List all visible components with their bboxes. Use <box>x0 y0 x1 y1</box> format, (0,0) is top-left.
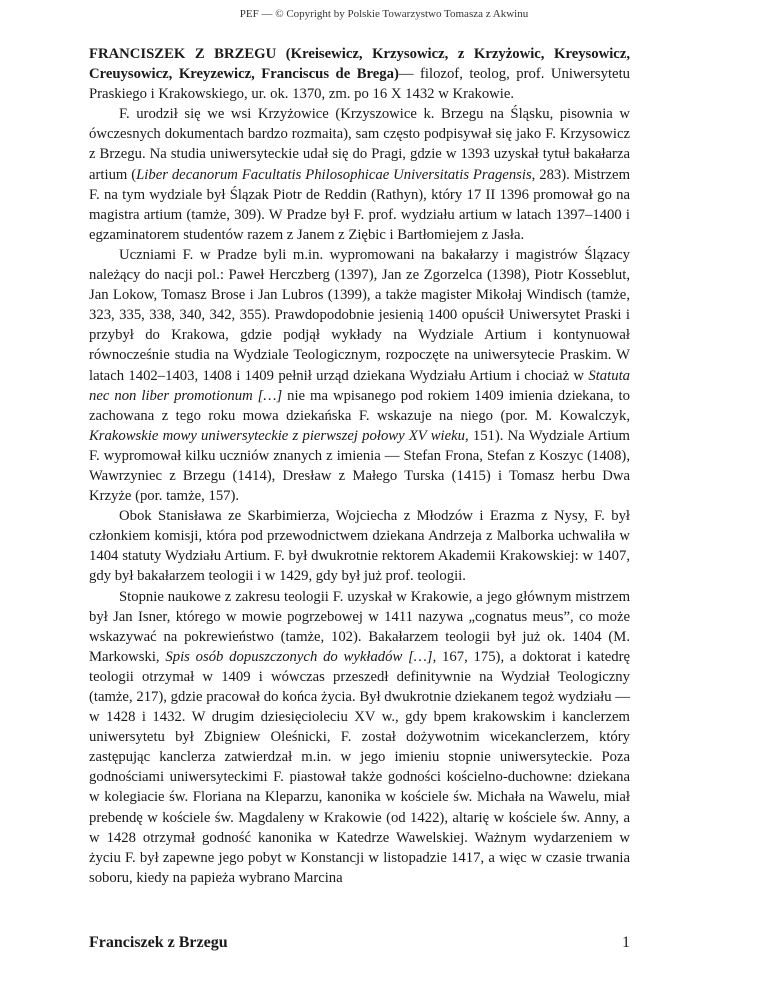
entry-intro: — filozof, teolog, prof. Uniwersytetu Praskiego i Krakowskiego, ur. ok. 1370, zm. po 16 X 1432 w Krakowie. <box>89 66 630 103</box>
name-variants: (Kreisewicz, Krzysowicz, z Krzyżowic, Kreysowicz, Creuysowicz, Kreyzewicz, Franciscus de Brega) <box>89 46 631 83</box>
page-number: 1 <box>622 934 630 951</box>
cited-title: Statuta nec non liber promotionum […] <box>89 367 630 404</box>
headword: FRANCISZEK Z BRZEGU <box>89 46 277 62</box>
paragraph-3: Uczniami F. w Pradze byli m.in. wypromowani na bakałarzy i magistrów Ślązacy należący do nacji pol.: Paweł Herczberg (1397), Jan ze Zgorzelca (1398), Piotr Kosseblut, Jan Lokow, Tomasz Brose i Jan Lubros (1399), a także magister Mikołaj Windisch (tamże, 323, 335, 338, 340, 342, 355). Prawdopodobnie jesienią 1400 opuścił Uniwersytet Praski i przybył do Krakowa, gdzie podjął wykłady na Wydziale Artium i kontynuował równocześnie studia na Wydziale Teologicznym, rozpoczęte na uniwersytecie Praskim. W latach 1402–1403, 1408 i 1409 pełnił urząd dziekana Wydziału Artium i chociaż w Statuta nec non liber promotionum […] nie ma wpisanego pod rokiem 1409 imienia dziekana, to zachowana z tego roku mowa dziekańska F. wskazuje na niego (por. M. Kowalczyk, Krakowskie mowy uniwersyteckie z pierwszej połowy XV wieku, 151). Na Wydziale Artium F. wypromował kilku uczniów znanych z imienia — Stefan Frona, Stefan z Koszyc (1408), Wawrzyniec z Brzegu (1414), Dresław z Małego Turska (1415) i Tomasz herbu Dwa Krzyże (por. tamże, 157). <box>89 246 630 505</box>
page-header: PEF — © Copyright by Polskie Towarzystwo Tomasza z Akwinu <box>239 8 529 20</box>
paragraph-2: F. urodził się we wsi Krzyżowice (Krzyszowice k. Brzegu na Śląsku, pisownia w ówczesnych dokumentach bardzo rozmaita), sam często podpisywał się jako F. Krzysowicz z Brzegu. Na studia uniwersyteckie udał się do Pragi, gdzie w 1393 uzyskał tytuł bakałarza artium (Liber decanorum Facultatis Philosophicae Universitatis Pragensis, 283). Mistrzem F. na tym wydziale był Ślązak Piotr de Reddin (Rathyn), który 17 II 1396 promował go na magistra artium (tamże, 309). W Pradze był F. prof. wydziału artium w latach 1397–1400 i egzaminatorem studentów razem z Janem z Ziębic i Bartłomiejem z Jasła. <box>89 106 630 243</box>
paragraph-1 <box>89 44 630 104</box>
cited-title: Spis osób dopuszczonych do wykładów […] <box>165 648 433 665</box>
article-body <box>89 44 630 888</box>
footer-title: Franciszek z Brzegu <box>89 934 228 951</box>
cited-title: Krakowskie mowy uniwersyteckie z pierwszej połowy XV wieku <box>89 427 465 444</box>
cited-title: Liber decanorum Facultatis Philosophicae Universitatis Pragensis <box>136 166 532 183</box>
paragraph-5: Stopnie naukowe z zakresu teologii F. uzyskał w Krakowie, a jego głównym mistrzem był Jan Isner, którego w mowie pogrzebowej w 1411 nazywa „cognatus meus”, co może wskazywać na pokrewieństwo (tamże, 102). Bakałarzem teologii był już ok. 1404 (M. Markowski, Spis osób dopuszczonych do wykładów […], 167, 175), a doktorat i katedrę teologii otrzymał w 1409 i wówczas przeszedł definitywnie na Wydział Teologiczny (tamże, 217), gdzie pracował do końca życia. Był dwukrotnie dziekanem tegoż wydziału — w 1428 i 1432. W drugim dziesięcioleciu XV w., gdy bpem krakowskim i kanclerzem uniwersytetu był Zbigniew Oleśnicki, F. został dożywotnim wicekanclerzem, który zastępując kanclerza zatwierdzał m.in. w jego imieniu stopnie uniwersyteckie. Poza godnościami uniwersyteckimi F. piastował także godności kościelno-duchowne: dziekana w kolegiacie św. Floriana na Kleparzu, kanonika w kościele św. Michała na Wawelu, miał prebendę w kościele św. Magdaleny w Krakowie (od 1422), altarię w kościele św. Anny, a w 1428 otrzymał godność kanonika w Katedrze Wawelskiej. Ważnym wydarzeniem w życiu F. był zapewne jego pobyt w Konstancji w listopadzie 1417, a więc w czasie trwania soboru, kiedy na papieża wybrano Marcina <box>89 588 631 886</box>
paragraph-4: Obok Stanisława ze Skarbimierza, Wojciecha z Młodzów i Erazma z Nysy, F. był członkiem komisji, która pod przewodnictwem dziekana Andrzeja z Malborka uchwaliła w 1404 statuty Wydziału Artium. F. był dwukrotnie rektorem Akademii Krakowskiej: w 1407, gdy był bakałarzem teologii i w 1429, gdy był już prof. teologii. <box>89 508 630 585</box>
